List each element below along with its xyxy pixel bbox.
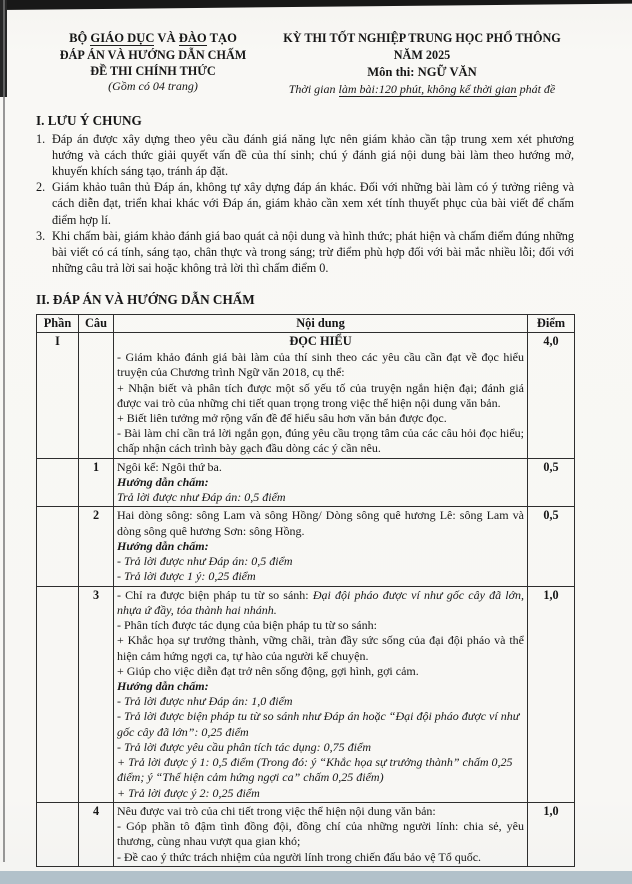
exam-subject: Môn thi: NGỮ VĂN [367, 64, 477, 79]
scan-bottom-edge [0, 871, 632, 884]
content-line: ĐỌC HIỂU [289, 334, 352, 349]
score-cell: 0,5 [528, 507, 575, 586]
content-line: - Đề cao ý thức trách nhiệm của người lính trong chiến đấu bảo vệ Tổ quốc. [117, 849, 482, 864]
content-line: Ngôi kể: Ngôi thứ ba. [117, 459, 222, 474]
content-line: Hướng dẫn chấm: [117, 538, 209, 553]
column-header: Câu [79, 314, 114, 333]
part-cell [37, 802, 79, 866]
official-exam-line: ĐỀ THI CHÍNH THỨC [90, 63, 216, 78]
question-cell: 2 [79, 507, 114, 586]
content-line: Hai dòng sông: sông Lam và sông Hồng/ Dòng sông quê hương Lê: sông Lam và dòng sông quê hương Sơn: sông Hồng. [117, 508, 524, 538]
content-line: + Trả lời được ý 1: 0,5 điểm (Trong đó: ý “Khắc họa sự trưởng thành” chấm 0,25 điểm; ý “Thể hiện cảm hứng ngợi ca” chấm 0,25 điểm) [117, 755, 513, 785]
question-cell: 4 [79, 802, 114, 866]
doc-type-line: ĐÁP ÁN VÀ HƯỚNG DẪN CHẤM [59, 47, 247, 62]
part-cell [37, 507, 79, 586]
issuer-name: BỘ GIÁO DỤC VÀ ĐÀO TẠO [69, 31, 237, 45]
score-cell: 1,0 [528, 802, 575, 866]
part-cell: I [37, 333, 79, 458]
content-line: - Bài làm chỉ cần trả lời ngắn gọn, đúng yêu cầu trọng tâm của các câu hỏi đọc hiểu; chấp nhận cách trình bày gạch đầu dòng các ý cần nêu. [117, 426, 524, 456]
part-cell [37, 458, 79, 507]
column-header: Nội dung [114, 314, 528, 333]
section-1-title: I. LƯU Ý CHUNG [36, 112, 142, 128]
score-cell: 0,5 [528, 458, 575, 507]
score-cell: 1,0 [528, 586, 575, 802]
content-line: + Khắc họa sự trưởng thành, vững chãi, tràn đầy sức sống của đại đội pháo và thể hiện cảm hứng ngợi ca, tự hào của người kể chuyện. [117, 633, 524, 663]
content-line: + Biết liên tưởng mở rộng vấn đề để hiểu sâu hơn văn bản được đọc. [117, 410, 447, 425]
table-row [37, 458, 575, 507]
content-line: + Trả lời được ý 2: 0,25 điểm [117, 785, 260, 800]
column-header: Điểm [528, 314, 575, 333]
content-line: + Nhận biết và phân tích được một số yếu tố của truyện ngắn hiện đại; đánh giá được vai trò của những chi tiết quan trọng trong việc thể hiện nội dung văn bản. [117, 380, 524, 410]
question-cell [79, 333, 114, 458]
content-cell [114, 333, 528, 458]
answer-table-body [37, 333, 575, 866]
table-header-row [37, 314, 575, 333]
note-item: 1. Đáp án được xây dựng theo yêu cầu đánh giá năng lực nên giám khảo cần tập trung xem xét phương hướng và cách thức giải quyết vấn đề của thí sinh; chú ý đánh giá nội dung bài làm theo hướng mở, khuyến khích sáng tạo, tránh áp đặt. [36, 131, 574, 179]
content-line: - Giám khảo đánh giá bài làm của thí sinh theo các yêu cầu cần đạt về đọc hiểu truyện của Chương trình Ngữ văn 2018, cụ thể: [117, 350, 524, 380]
question-cell: 1 [79, 458, 114, 507]
table-row [37, 802, 575, 866]
general-notes-list [36, 131, 574, 277]
column-header: Phần [37, 314, 79, 333]
pages-note: (Gồm có 04 trang) [108, 78, 198, 93]
table-row [37, 507, 575, 586]
score-cell: 4,0 [528, 333, 575, 458]
content-line: Hướng dẫn chấm: [117, 678, 209, 693]
table-row [37, 333, 575, 458]
content-line: - Góp phần tô đậm tình đồng đội, đồng chí của những người lính: chia sẻ, yêu thương, cùng nhau vượt qua gian khó; [117, 819, 524, 849]
note-item: 3. Khi chấm bài, giám khảo đánh giá bao quát cả nội dung và hình thức; phát hiện và chấm điểm đúng những bài viết có cá tính, sáng tạo, chân thực và trong sáng; trừ điểm phù hợp đối với bài mắc nhiều lỗi; đối với những câu trả lời sai hoặc không trả lời thì chấm điểm 0. [36, 228, 574, 276]
exam-title: KỲ THI TỐT NGHIỆP TRUNG HỌC PHỔ THÔNG NĂM 2025 [283, 31, 561, 62]
content-line: - Trả lời được biện pháp tu từ so sánh như Đáp án hoặc “Đại đội pháo được ví như gốc cây đã lớn”: 0,25 điểm [117, 709, 520, 739]
content-cell [114, 507, 528, 586]
content-line: - Trả lời được như Đáp án: 0,5 điểm [117, 554, 293, 569]
content-line: - Chỉ ra được biện pháp tu từ so sánh: Đại đội pháo được ví như gốc cây đã lớn, nhựa ứ đầy, tỏa thành hai nhánh. [117, 587, 525, 617]
content-line: Nêu được vai trò của chi tiết trong việc thể hiện nội dung văn bản: [117, 803, 436, 818]
table-row [37, 586, 575, 802]
answer-table [36, 314, 575, 867]
note-item: 2. Giám khảo tuân thủ Đáp án, không tự xây dựng đáp án khác. Đối với những bài làm có ý tưởng riêng và cách diễn đạt, triển khai khác với Đáp án, giám khảo cần xem xét tính thuyết phục của bài viết để chấm điểm hợp lí. [36, 180, 574, 227]
exam-block [270, 30, 574, 98]
exam-duration: Thời gian làm bài:120 phút, không kể thời gian phát đề [288, 82, 556, 97]
document-header [36, 30, 574, 98]
section-2-title: II. ĐÁP ÁN VÀ HƯỚNG DẪN CHẤM [36, 291, 255, 307]
content-line: Hướng dẫn chấm: [117, 474, 209, 489]
content-line: - Trả lời được yêu cầu phân tích tác dụng: 0,75 điểm [117, 739, 371, 754]
question-cell: 3 [79, 586, 114, 802]
content-line: - Trả lời được như Đáp án: 1,0 điểm [117, 694, 293, 709]
part-cell [37, 586, 79, 802]
content-line: - Phân tích được tác dụng của biện pháp tu từ so sánh: [117, 618, 377, 633]
content-cell [114, 586, 528, 802]
content-line: - Trả lời được 1 ý: 0,25 điểm [117, 569, 256, 584]
content-cell [114, 802, 528, 866]
content-line: Trả lời được như Đáp án: 0,5 điểm [117, 490, 286, 505]
content-cell [114, 458, 528, 507]
issuer-block [36, 30, 270, 98]
content-line: + Giúp cho việc diễn đạt trở nên sống động, gợi hình, gợi cảm. [117, 663, 419, 678]
